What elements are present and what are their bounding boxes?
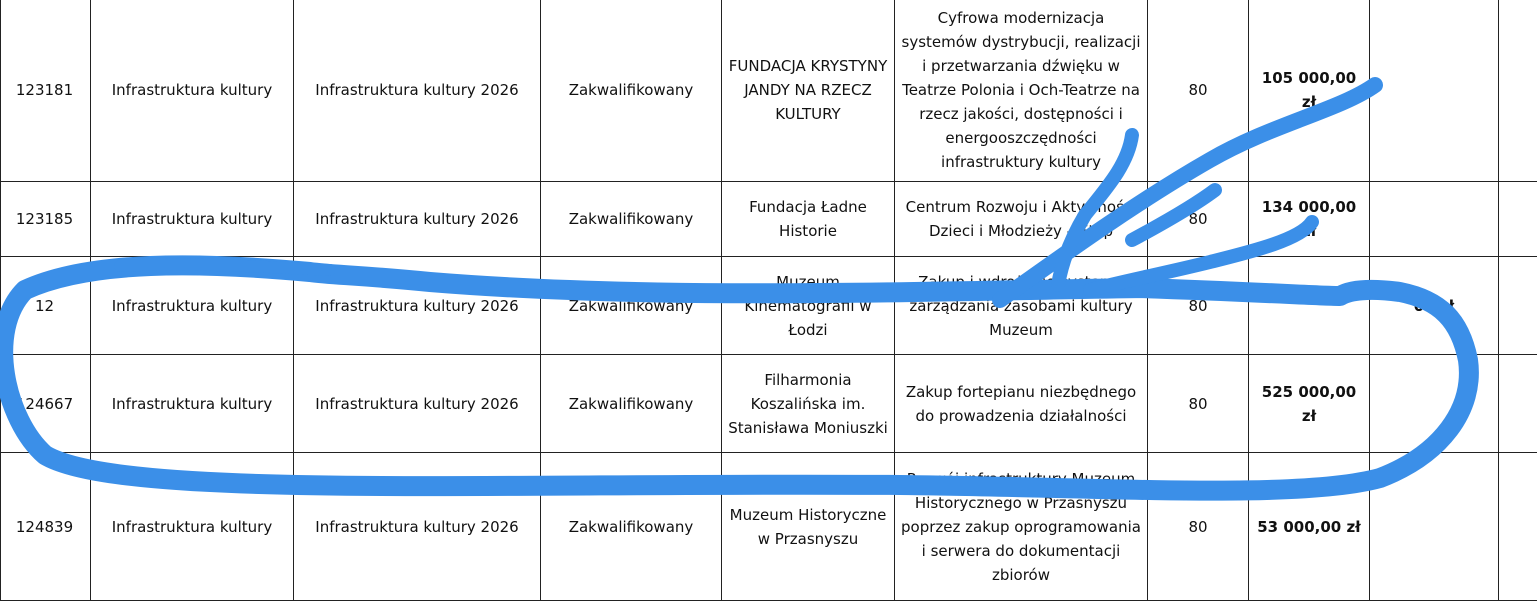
row-empty (1499, 355, 1537, 453)
row-title: Centrum Rozwoju i Aktywności Dzieci i Młodzieży – Etap (895, 182, 1148, 257)
row-empty (1499, 453, 1537, 601)
table-row (1, 257, 1537, 355)
row-amount: 53 000,00 zł (1249, 453, 1370, 601)
row-empty (1499, 257, 1537, 355)
row-title: Zakup fortepianu niezbędnego do prowadzenia działalności (895, 355, 1148, 453)
table-row (1, 0, 1537, 182)
row-program: Infrastruktura kultury 2026 (294, 0, 541, 182)
row-title: Rozwój infrastruktury Muzeum Historycznego w Przasnyszu poprzez zakup oprogramowania i serwera do dokumentacji zbiorów (895, 453, 1148, 601)
row-amount (1249, 257, 1370, 355)
row-applicant: FUNDACJA KRYSTYNY JANDY NA RZECZ KULTURY (722, 0, 895, 182)
row-program: Infrastruktura kultury 2026 (294, 355, 541, 453)
row-applicant: Muzeum Historyczne w Przasnyszu (722, 453, 895, 601)
row-area: Infrastruktura kultury (91, 257, 294, 355)
row-points: 80 (1148, 257, 1249, 355)
row-id: 12 (1, 257, 91, 355)
row-id: 123185 (1, 182, 91, 257)
row-empty (1499, 0, 1537, 182)
row-status: Zakwalifikowany (541, 257, 722, 355)
row-points: 80 (1148, 0, 1249, 182)
row-applicant: Filharmonia Koszalińska im. Stanisława Moniuszki (722, 355, 895, 453)
row-id: 123181 (1, 0, 91, 182)
row-amount: 525 000,00 zł (1249, 355, 1370, 453)
row-applicant: Fundacja Ładne Historie (722, 182, 895, 257)
row-title: Cyfrowa modernizacja systemów dystrybucji, realizacji i przetwarzania dźwięku w Teatrze Polonia i Och-Teatrze na rzecz jakości, dostępności i energooszczędności infrastruktury kultury (895, 0, 1148, 182)
row-applicant: Muzeum Kinematografii w Łodzi (722, 257, 895, 355)
row-empty (1499, 182, 1537, 257)
row-extra (1370, 182, 1499, 257)
row-program: Infrastruktura kultury 2026 (294, 257, 541, 355)
table-row (1, 182, 1537, 257)
row-id: 124839 (1, 453, 91, 601)
row-extra (1370, 453, 1499, 601)
row-program: Infrastruktura kultury 2026 (294, 182, 541, 257)
row-area: Infrastruktura kultury (91, 355, 294, 453)
row-amount: 134 000,00 zł (1249, 182, 1370, 257)
row-points: 80 (1148, 182, 1249, 257)
row-status: Zakwalifikowany (541, 182, 722, 257)
row-program: Infrastruktura kultury 2026 (294, 453, 541, 601)
row-points: 80 (1148, 355, 1249, 453)
row-status: Zakwalifikowany (541, 0, 722, 182)
row-area: Infrastruktura kultury (91, 453, 294, 601)
row-id: 124667 (1, 355, 91, 453)
table-row (1, 355, 1537, 453)
row-area: Infrastruktura kultury (91, 182, 294, 257)
row-area: Infrastruktura kultury (91, 0, 294, 182)
row-status: Zakwalifikowany (541, 453, 722, 601)
row-extra (1370, 355, 1499, 453)
row-amount: 105 000,00 zł (1249, 0, 1370, 182)
row-extra (1370, 0, 1499, 182)
row-title: Zakup i wdrożenie systemu zarządzania zasobami kultury Muzeum (895, 257, 1148, 355)
row-extra: 00 zł (1370, 257, 1499, 355)
row-points: 80 (1148, 453, 1249, 601)
table-row (1, 453, 1537, 601)
row-status: Zakwalifikowany (541, 355, 722, 453)
